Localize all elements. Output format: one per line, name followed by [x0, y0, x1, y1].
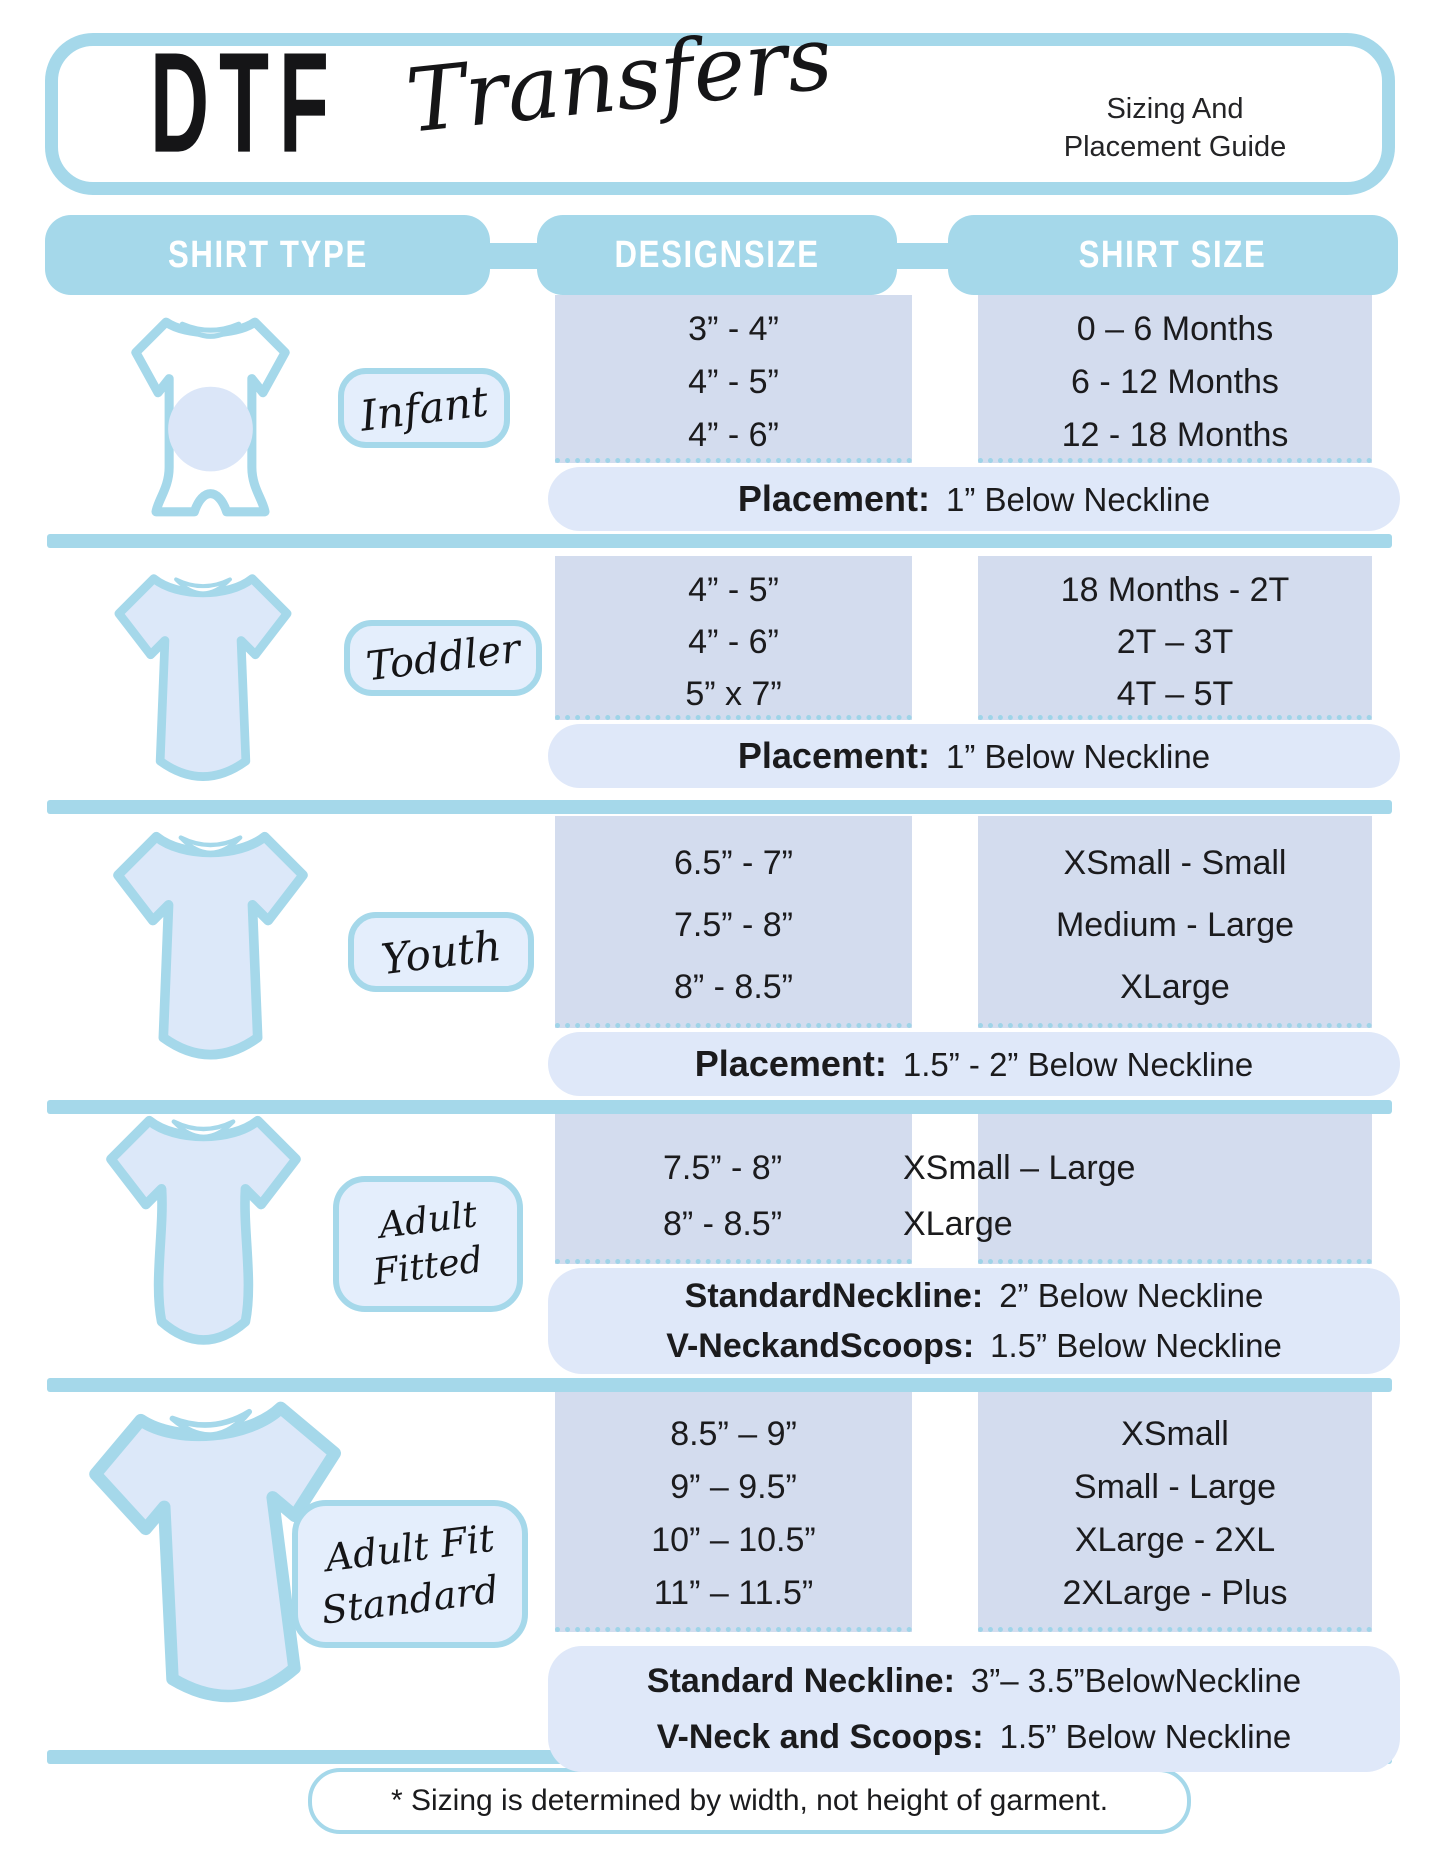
subtitle-line-2: Placement Guide — [1063, 131, 1287, 163]
row-label-pill-adult-standard — [292, 1500, 528, 1648]
placement-value: 1.5” - 2” Below Neckline — [902, 1046, 1254, 1083]
design-size-value: 7.5” - 8” — [673, 906, 794, 944]
design-size-label: DESIGNSIZE — [614, 233, 820, 276]
size-pair-row — [555, 1198, 1375, 1250]
design-size-column-infant — [555, 295, 912, 463]
footnote-pill — [308, 1768, 1191, 1834]
row-label-adult-fitted-line1: Adult — [376, 1194, 480, 1247]
design-size-value: 4” - 6” — [688, 623, 779, 661]
design-size-value: 11” – 11.5” — [653, 1574, 814, 1612]
placement-label: V-Neck and Scoops: — [656, 1718, 984, 1756]
shirt-size-column-toddler — [978, 556, 1372, 720]
shirt-size-value: 2XLarge - Plus — [1062, 1574, 1288, 1612]
size-pair-row — [555, 1142, 1375, 1194]
shirt-size-label: SHIRT SIZE — [1079, 233, 1267, 276]
shirt-size-value: XLarge — [903, 1204, 1013, 1243]
row-label-pill-toddler — [344, 620, 542, 696]
shirt-size-value: 12 - 18 Months — [1061, 416, 1289, 454]
youth-tshirt-icon — [58, 814, 363, 1076]
column-header-shirt-size — [948, 215, 1398, 295]
design-size-value: 8” - 8.5” — [673, 968, 794, 1006]
column-header-shirt-type — [45, 215, 490, 295]
placement-bar-youth — [548, 1032, 1400, 1096]
design-size-value: 6.5” - 7” — [673, 844, 794, 882]
design-size-value: 10” – 10.5” — [651, 1521, 816, 1559]
column-header-design-size — [537, 215, 897, 295]
infant-onesie-icon — [108, 306, 313, 538]
design-size-value: 7.5” - 8” — [663, 1148, 783, 1187]
shirt-size-value: Small - Large — [1073, 1468, 1277, 1506]
design-size-value: 9” – 9.5” — [670, 1468, 797, 1506]
row-label-adult-standard-line1: Adult Fit — [323, 1515, 497, 1581]
placement-row — [548, 1321, 1400, 1371]
placement-row — [548, 1271, 1400, 1321]
shirt-size-value: 0 – 6 Months — [1076, 310, 1274, 348]
row-label-adult-standard-line2: Standard — [319, 1567, 501, 1633]
shirt-size-column-adult-standard — [978, 1392, 1372, 1632]
placement-row — [548, 735, 1400, 777]
shirt-size-value: 6 - 12 Months — [1071, 363, 1279, 401]
shirt-size-value: XLarge — [1120, 968, 1230, 1006]
placement-value: 2” Below Neckline — [999, 1277, 1264, 1314]
design-size-value: 3” - 4” — [688, 310, 779, 348]
row-label-toddler: Toddler — [363, 625, 523, 691]
placement-label: StandardNeckline: — [684, 1277, 984, 1315]
placement-label: Placement: — [737, 735, 930, 776]
placement-row — [548, 1709, 1400, 1765]
footnote-text: * Sizing is determined by width, not height of garment. — [390, 1784, 1109, 1817]
shirt-size-value: XSmall — [1121, 1415, 1229, 1453]
design-size-column-adult-standard — [555, 1392, 912, 1632]
toddler-tshirt-icon — [68, 558, 338, 796]
pill-connector — [486, 243, 542, 269]
placement-value: 1.5” Below Neckline — [990, 1327, 1282, 1364]
design-size-value: 5” x 7” — [685, 675, 782, 713]
shirt-type-label: SHIRT TYPE — [167, 233, 368, 276]
placement-value: 1” Below Neckline — [945, 738, 1211, 775]
row-label-pill-youth — [348, 912, 534, 992]
row-label-pill-infant — [338, 368, 510, 448]
placement-bar-infant — [548, 467, 1400, 531]
brand-title: DTF — [150, 23, 339, 182]
design-size-value: 4” - 5” — [688, 363, 779, 401]
placement-value: 1.5” Below Neckline — [999, 1718, 1292, 1755]
placement-bar-adult-fitted — [548, 1268, 1400, 1374]
shirt-size-value: 2T – 3T — [1116, 623, 1234, 661]
placement-value: 3”– 3.5”BelowNeckline — [970, 1662, 1302, 1699]
section-divider — [47, 800, 1392, 814]
design-size-column-toddler — [555, 556, 912, 720]
shirt-size-value: XSmall - Small — [1063, 844, 1287, 882]
design-size-column-youth — [555, 816, 912, 1028]
row-label-pill-adult-fitted — [333, 1176, 523, 1312]
placement-label: Placement: — [694, 1043, 887, 1084]
row-label-adult-fitted-line2: Fitted — [370, 1239, 485, 1294]
shirt-size-value: XLarge - 2XL — [1074, 1521, 1276, 1559]
design-size-value: 8.5” – 9” — [670, 1415, 797, 1453]
shirt-size-column-youth — [978, 816, 1372, 1028]
shirt-size-value: Medium - Large — [1055, 906, 1295, 944]
placement-row — [548, 478, 1400, 520]
placement-row — [548, 1653, 1400, 1709]
placement-label: Placement: — [737, 478, 930, 519]
placement-label: V-NeckandScoops: — [666, 1327, 975, 1365]
brand-script-title: Transfers — [401, 5, 837, 153]
placement-row — [548, 1043, 1400, 1085]
shirt-size-value: 18 Months - 2T — [1060, 571, 1290, 609]
placement-bar-toddler — [548, 724, 1400, 788]
shirt-size-value: 4T – 5T — [1116, 675, 1234, 713]
design-size-value: 4” - 6” — [688, 416, 779, 454]
design-size-value: 8” - 8.5” — [663, 1204, 783, 1243]
row-label-infant: Infant — [357, 375, 491, 441]
shirt-size-column-infant — [978, 295, 1372, 463]
design-size-value: 4” - 5” — [688, 571, 779, 609]
placement-value: 1” Below Neckline — [945, 481, 1211, 518]
placement-label: Standard Neckline: — [646, 1662, 955, 1700]
adult-fitted-tshirt-icon — [56, 1098, 351, 1360]
pill-connector — [893, 243, 953, 269]
subtitle-line-1: Sizing And — [1106, 93, 1244, 125]
shirt-size-value: XSmall – Large — [903, 1148, 1136, 1187]
row-label-youth: Youth — [378, 920, 504, 984]
placement-bar-adult-standard — [548, 1646, 1400, 1772]
guide-subtitle — [1010, 90, 1340, 166]
